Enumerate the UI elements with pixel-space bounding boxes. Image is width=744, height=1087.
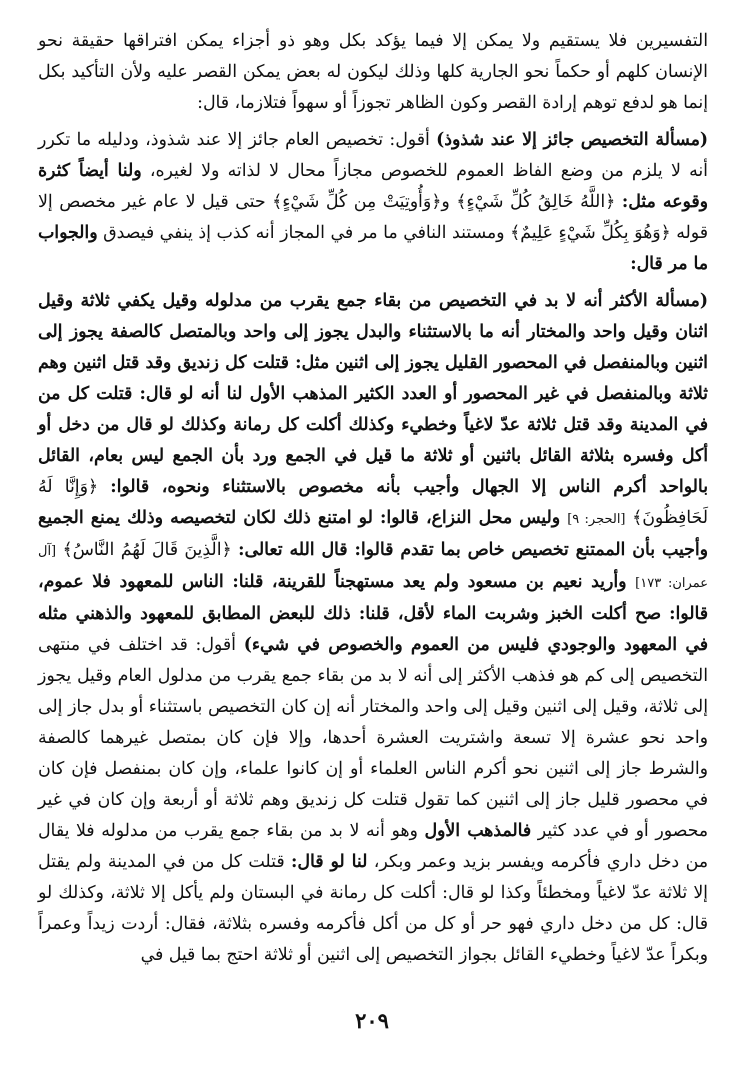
paragraph-text: أقول: تخصيص العام جائز إلا عند شذوذ، ودليله ما تكرر أنه لا يلزم من وضع الفاظ العموم للخصوص مجازاً محال لا لذاته ولا لغيره، — [38, 130, 708, 181]
verse-reference: [آل عمران: ١٧٣] — [38, 544, 708, 591]
issue-text-bold: وأريد نعيم بن مسعود ولم يعد مستهجناً للقرينة، قلنا: الناس للمعهود فلا عموم، قالوا: صح أكلت الخبز وشربت الماء لأقل، قلنا: ذلك للبعض المطابق للمعهود والذهني مثله في المعهود والوجودي فليس من العموم والخصوص في شيء) — [38, 572, 708, 655]
paragraph-text: ومستند النافي ما مر في المجاز أنه كذب إذ ينفي فيصدق — [97, 223, 505, 243]
quran-quote: ﴿وَإِنَّا لَهُ لَحَافِظُونَ﴾ — [38, 477, 708, 528]
quran-quote: ﴿اللَّهُ خَالِقُ كُلِّ شَيْءٍ﴾ و﴿وَأُوتِيَتْ مِن كُلِّ شَيْءٍ﴾ — [265, 192, 622, 212]
issue-text-bold: (مسألة الأكثر أنه لا بد في التخصيص من بقاء جمع يقرب من مدلوله وقيل يكفي ثلاثة وقيل اثنان وقيل واحد والمختار أنه ما بالاستثناء والبدل يجوز إلى واحد وبالمتصل كالصفة يجوز إلى اثنين وبالمنفصل في المحصور القليل يجوز إلى اثنين مثل: قتلت كل زنديق وقد قتل اثنين وهم ثلاثة وبالمنفصل في غير المحصور أو العدد الكثير المذهب الأول لنا أنه لو قال: قتلت كل من في المدينة وقد قتل ثلاثة عدّ لاغياً وخطيء وكذلك أكلت كل رمانة وكذلك لو قال من دخل أو أكل وفسره بثلاثة القائل باثنين أو ثلاثة ما قيل في الجمع ورد بأن الجمع ليس بعام، القائل بالواحد أكرم الناس إلا الجهال وأجيب بأنه مخصوص بالاستثناء ونحوه، قالوا: — [38, 291, 708, 497]
commentary-text-bold: فالمذهب الأول — [424, 821, 532, 841]
paragraph-limit-of-specification — [38, 286, 708, 971]
paragraph-text: حتى قيل لا عام غير مخصص إلا قوله — [38, 192, 708, 243]
paragraph-specification-allowed — [38, 125, 708, 280]
quran-quote: ﴿الَّذِينَ قَالَ لَهُمُ النَّاسُ﴾ — [56, 540, 239, 560]
issue-text-bold: وليس محل النزاع، قالوا: لو امتنع ذلك لكان لتخصيصه وذلك يمنع الجميع وأجيب بأن الممتنع تخصيص خاص بما تقدم قالوا: قال الله تعالى: — [38, 508, 709, 560]
commentary-text-bold: لنا لو قال: — [291, 852, 368, 872]
page-number: ٢٠٩ — [355, 1008, 389, 1033]
issue-heading: (مسألة التخصيص جائز إلا عند شذوذ) — [436, 130, 708, 150]
commentary-text: وهو أنه لا بد من بقاء جمع يقرب من مدلوله فلا يقال من دخل داري فأكرمه ويفسر بزيد وعمر وبكر، — [38, 821, 708, 872]
commentary-text: أقول: قد اختلف في منتهى التخصيص إلى كم هو فذهب الأكثر إلى أنه لا بد من بقاء جمع يقرب من مدلول العام وقيل يجوز إلى ثلاثة، وقيل إلى اثنين وقيل إلى واحد والمختار أنه إن كان التخصيص باستثناء أو بدل جاز إلى واحد نحو عشرة إلا تسعة واشتريت العشرة أحدها، وإلا فإن كان بمتصل غيرهما كالصفة والشرط جاز إلى اثنين نحو أكرم الناس العلماء أو إن كانوا علماء، وإن كان بمنفصل فإن كان في محصور قليل جاز إلى اثنين كما تقول قتلت كل زنديق وهم ثلاثة أو أربعة وإن كان في غير محصور أو في عدد كثير — [38, 635, 709, 841]
verse-reference: [الحجر: ٩] — [567, 512, 626, 527]
intro-text: التفسيرين فلا يستقيم ولا يمكن إلا فيما يؤكد بكل وهو ذو أجزاء يمكن افتراقها حقيقة نحو الإنسان كلهم أو حكماً نحو الجارية كلها وذلك ليكون له بعض يمكن القصر عليه ولأن التأكيد بكل إنما هو لدفع توهم إرادة القصر وكون الظاهر تجوزاً أو سهواً فتلازما، قال: — [38, 31, 708, 113]
paragraph-text-bold: والجواب ما مر قال: — [38, 223, 708, 274]
paragraph-text-bold: ولنا أيضاً كثرة وقوعه مثل: — [38, 161, 708, 212]
quran-quote: ﴿وَهُوَ بِكُلِّ شَيْءٍ عَلِيمٌ﴾ — [504, 223, 677, 243]
paragraph-intro — [38, 26, 708, 119]
page-body — [38, 26, 708, 971]
commentary-text: قتلت كل من في المدينة ولم يقتل إلا ثلاثة عدّ لاغياً ومخطئاً وكذا لو قال: أكلت كل رمانة في البستان ولم يأكل إلا ثلاثة، وكذلك لو قال: كل من دخل داري فهو حر أو كل من أكل فأكرمه وفسره بثلاثة، فقال: أردت زيداً وعمراً وبكراً عدّ لاغياً وخطيء القائل بجواز التخصيص إلى اثنين أو ثلاثة احتج بما قيل في — [38, 852, 708, 965]
